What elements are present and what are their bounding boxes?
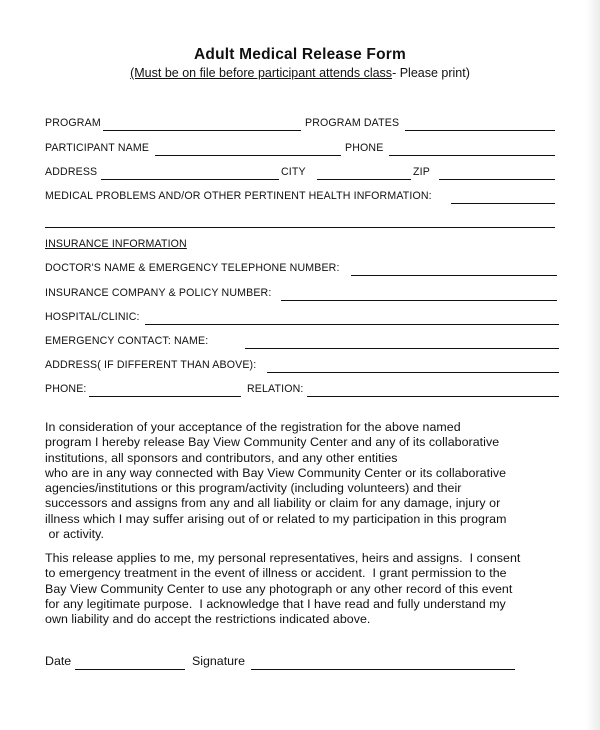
- label-date: Date: [45, 654, 72, 668]
- paragraph-line: institutions, all sponsors and contributors, and any other entities: [45, 450, 398, 465]
- field-relation[interactable]: [307, 396, 559, 397]
- release-paragraph-1: [45, 420, 575, 542]
- field-date[interactable]: [75, 669, 185, 670]
- release-paragraph-2: [45, 551, 575, 627]
- field-emergency-contact[interactable]: [245, 348, 559, 349]
- paragraph-line: agencies/institutions or this program/activity (including volunteers) and their: [45, 481, 462, 496]
- paragraph-line: for any legitimate purpose. I acknowledge that I have read and fully understand my: [45, 596, 506, 611]
- label-city: CITY: [281, 166, 306, 178]
- label-emergency-contact: EMERGENCY CONTACT: NAME:: [45, 335, 209, 347]
- label-signature: Signature: [192, 654, 246, 668]
- label-insurance-phone: PHONE:: [45, 383, 87, 395]
- field-phone[interactable]: [389, 155, 555, 156]
- field-address-alt[interactable]: [267, 372, 559, 373]
- label-program-dates: PROGRAM DATES: [305, 117, 400, 129]
- row-emergency-contact: [45, 335, 561, 351]
- field-signature[interactable]: [251, 669, 515, 670]
- paragraph-line: Bay View Community Center to use any photograph or any other record of this event: [45, 581, 513, 596]
- field-doctor[interactable]: [351, 275, 557, 276]
- label-insurance-company: INSURANCE COMPANY & POLICY NUMBER:: [45, 287, 272, 299]
- form-title: Adult Medical Release Form: [194, 46, 406, 63]
- paragraph-line: own liability and do accept the restrictions indicated above.: [45, 612, 371, 627]
- subtitle-rest: - Please print): [392, 66, 470, 80]
- page-edge-shadow: [586, 0, 600, 730]
- field-zip[interactable]: [439, 179, 555, 180]
- paragraph-line: or activity.: [45, 527, 104, 542]
- row-date-signature: [45, 654, 565, 672]
- label-medical-problems: MEDICAL PROBLEMS AND/OR OTHER PERTINENT HEALTH INFORMATION:: [45, 190, 432, 202]
- paragraph-line: who are in any way connected with Bay View Community Center or its collaborative: [45, 465, 507, 480]
- field-insurance-company[interactable]: [281, 300, 557, 301]
- row-address-alt: [45, 359, 561, 375]
- row-address: [45, 166, 557, 182]
- row-doctor: [45, 262, 557, 278]
- subtitle-underlined: (Must be on file before participant attends class: [130, 66, 393, 80]
- paragraph-line: program I hereby release Bay View Community Center and any of its collaborative: [45, 435, 500, 450]
- field-program[interactable]: [103, 130, 301, 131]
- row-hospital: [45, 311, 561, 327]
- form-subtitle: [0, 66, 600, 80]
- label-program: PROGRAM: [45, 117, 101, 129]
- label-hospital: HOSPITAL/CLINIC:: [45, 311, 140, 323]
- row-insurance-company: [45, 287, 557, 303]
- row-medical: [45, 190, 557, 206]
- field-address[interactable]: [101, 179, 279, 180]
- paragraph-line: In consideration of your acceptance of the registration for the above named: [45, 420, 461, 434]
- field-city[interactable]: [317, 179, 411, 180]
- label-zip: ZIP: [413, 166, 430, 178]
- label-address-alt: ADDRESS( IF DIFFERENT THAN ABOVE):: [45, 359, 257, 371]
- label-participant-name: PARTICIPANT NAME: [45, 142, 150, 154]
- field-hospital[interactable]: [145, 324, 559, 325]
- field-insurance-phone[interactable]: [89, 396, 241, 397]
- label-phone: PHONE: [345, 142, 384, 154]
- field-participant-name[interactable]: [155, 155, 341, 156]
- row-participant: [45, 142, 557, 158]
- field-medical-problems-line2[interactable]: [45, 227, 555, 228]
- label-doctor: DOCTOR'S NAME & EMERGENCY TELEPHONE NUMBER:: [45, 262, 340, 274]
- paragraph-line: illness which I may suffer arising out of or related to my participation in this program: [45, 511, 507, 526]
- row-medical-continued: [45, 214, 557, 230]
- label-relation: RELATION:: [247, 383, 304, 395]
- paragraph-line: This release applies to me, my personal representatives, heirs and assigns. I consent: [45, 551, 521, 565]
- label-address: ADDRESS: [45, 166, 98, 178]
- field-medical-problems[interactable]: [451, 203, 555, 204]
- paragraph-line: successors and assigns from any and all liability or claim for any damage, injury or: [45, 496, 501, 511]
- row-program: [45, 117, 557, 133]
- insurance-heading: INSURANCE INFORMATION: [45, 238, 187, 250]
- paragraph-line: to emergency treatment in the event of illness or accident. I grant permission to the: [45, 566, 507, 581]
- row-phone-relation: [45, 383, 561, 399]
- field-program-dates[interactable]: [405, 130, 555, 131]
